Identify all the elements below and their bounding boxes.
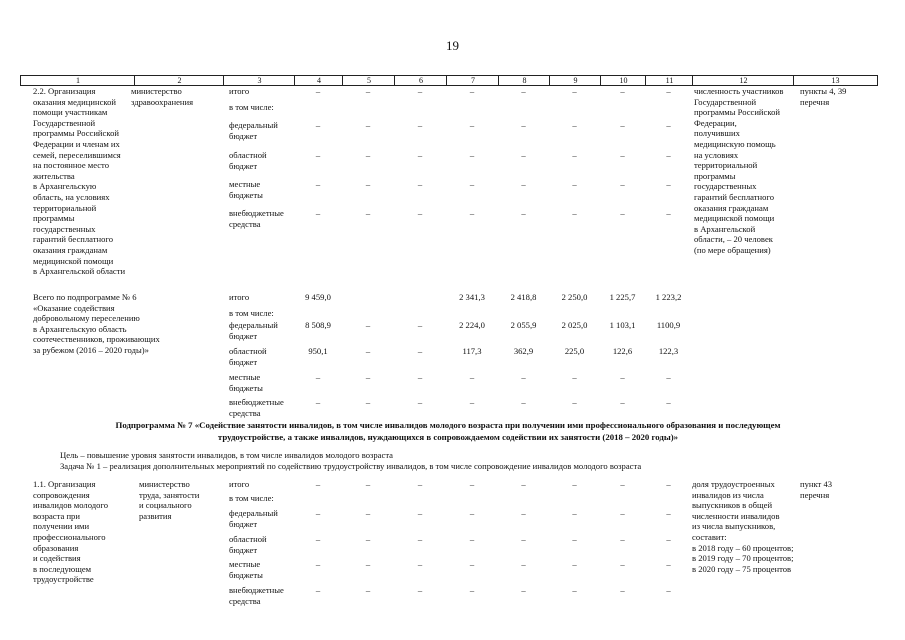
target-indicator: медицинской помощи bbox=[694, 213, 775, 224]
measure-name: помощи участникам bbox=[33, 107, 108, 118]
subprogram-total-name: за рубежом (2016 – 2020 годы)» bbox=[33, 345, 149, 355]
budget-value: – bbox=[620, 372, 625, 382]
source-label: бюджет bbox=[229, 160, 258, 171]
target-indicator: медицинскую помощь bbox=[694, 139, 776, 149]
budget-value: – bbox=[572, 150, 577, 160]
budget-value: – bbox=[315, 508, 321, 518]
budget-value: – bbox=[315, 179, 321, 189]
goal-statement: Цель – повышение уровня занятости инвалидов, в том числе инвалидов молодого возраста bbox=[60, 450, 393, 460]
source-label: бюджет bbox=[229, 356, 258, 367]
budget-value: – bbox=[469, 534, 475, 544]
budget-value: – bbox=[620, 208, 625, 218]
executor: министерство bbox=[139, 479, 190, 489]
source-label: средства bbox=[229, 407, 261, 418]
budget-value: – bbox=[365, 208, 371, 218]
measure-name: программы Российской bbox=[33, 128, 119, 139]
budget-value: – bbox=[620, 479, 625, 489]
budget-value: – bbox=[572, 508, 577, 518]
budget-value: – bbox=[365, 479, 371, 489]
budget-value: – bbox=[315, 479, 321, 489]
measure-name: сопровождения bbox=[33, 489, 90, 500]
budget-value: – bbox=[365, 508, 371, 518]
budget-value: – bbox=[365, 346, 371, 356]
target-indicator: (по мере обращения) bbox=[694, 245, 771, 255]
budget-value: 117,3 bbox=[462, 346, 482, 356]
task-statement: Задача № 1 – реализация дополнительных мероприятий по содействию трудоустройству инвалидов, в том числе сопровождение инвалидов молодого возраста bbox=[60, 461, 642, 471]
budget-value: – bbox=[521, 397, 526, 407]
budget-value: – bbox=[315, 585, 321, 595]
budget-value: 225,0 bbox=[564, 346, 585, 356]
budget-value: 2 418,8 bbox=[510, 292, 537, 302]
executor: здравоохранения bbox=[131, 96, 194, 107]
column-number-header bbox=[20, 75, 878, 86]
measure-name: на постоянное место bbox=[33, 160, 109, 171]
source-label: итого bbox=[229, 479, 250, 489]
budget-value: – bbox=[620, 120, 625, 130]
source-label: бюджет bbox=[229, 544, 258, 555]
target-indicator: государственных bbox=[694, 181, 757, 192]
subprogram-total-name: в Архангельскую область bbox=[33, 323, 127, 334]
budget-value: – bbox=[365, 150, 371, 160]
executor: министерство bbox=[131, 86, 182, 96]
source-label: средства bbox=[229, 218, 261, 229]
target-indicator: из числа выпускников, bbox=[692, 521, 776, 532]
list-reference: перечня bbox=[800, 96, 830, 107]
budget-value: – bbox=[469, 508, 475, 518]
budget-value: – bbox=[521, 508, 526, 518]
budget-value: – bbox=[365, 397, 371, 407]
column-number: 4 bbox=[317, 76, 321, 85]
column-number: 5 bbox=[367, 76, 371, 85]
measure-name: в Архангельскую bbox=[33, 181, 97, 192]
page-number: 19 bbox=[446, 38, 459, 53]
budget-value: – bbox=[620, 179, 625, 189]
source-label: федеральный bbox=[229, 120, 278, 130]
budget-value: – bbox=[620, 86, 625, 96]
column-number: 7 bbox=[471, 76, 475, 85]
budget-value: – bbox=[521, 559, 526, 569]
measure-name: 2.2. Организация bbox=[33, 86, 96, 96]
executor: и социального bbox=[139, 500, 192, 511]
source-label: бюджеты bbox=[229, 382, 263, 393]
budget-value: – bbox=[572, 86, 577, 96]
budget-value: – bbox=[315, 397, 321, 407]
measure-name: получении ими bbox=[33, 521, 90, 532]
budget-value: – bbox=[572, 179, 577, 189]
budget-value: – bbox=[620, 534, 625, 544]
budget-value: – bbox=[572, 585, 577, 595]
column-number: 9 bbox=[573, 76, 578, 85]
source-label: областной bbox=[229, 346, 267, 356]
source-label: внебюджетные bbox=[229, 397, 284, 407]
source-label: федеральный bbox=[229, 508, 278, 518]
target-indicator: Федерации, bbox=[694, 117, 737, 128]
budget-value: – bbox=[365, 534, 371, 544]
budget-value: – bbox=[315, 208, 321, 218]
budget-value: – bbox=[666, 120, 671, 130]
budget-value: – bbox=[521, 179, 526, 189]
budget-value: – bbox=[666, 559, 671, 569]
budget-value: – bbox=[521, 372, 526, 382]
measure-name: в последующем bbox=[33, 563, 92, 574]
budget-value: – bbox=[572, 372, 577, 382]
source-label: областной bbox=[229, 150, 267, 160]
measure-name: область, на условиях bbox=[33, 192, 110, 202]
subprogram-total-name: соотечественников, проживающих bbox=[33, 334, 160, 345]
source-label: внебюджетные bbox=[229, 208, 284, 218]
budget-value: – bbox=[521, 150, 526, 160]
budget-value: 9 459,0 bbox=[305, 292, 331, 302]
budget-value: – bbox=[417, 508, 423, 518]
budget-value: – bbox=[666, 397, 671, 407]
source-label: итого bbox=[229, 292, 250, 302]
source-label: областной bbox=[229, 534, 267, 544]
budget-value: – bbox=[620, 508, 625, 518]
budget-value: – bbox=[365, 179, 371, 189]
list-reference: пункты 4, 39 bbox=[800, 86, 847, 96]
budget-value: – bbox=[469, 208, 475, 218]
budget-value: – bbox=[315, 150, 321, 160]
budget-value: – bbox=[315, 120, 321, 130]
measure-name: Государственной bbox=[33, 117, 96, 128]
source-label: местные bbox=[229, 179, 261, 189]
target-indicator: программы bbox=[694, 170, 736, 181]
budget-value: – bbox=[417, 372, 423, 382]
budget-value: – bbox=[365, 120, 371, 130]
target-indicator: Государственной bbox=[694, 96, 757, 107]
measure-name: оказания медицинской bbox=[33, 96, 117, 107]
budget-value: 2 025,0 bbox=[561, 320, 588, 330]
measure-name: трудоустройстве bbox=[33, 574, 94, 585]
budget-value: – bbox=[521, 534, 526, 544]
budget-value: – bbox=[521, 208, 526, 218]
source-label: бюджет bbox=[229, 330, 258, 341]
target-indicator: в 2020 году – 75 процентов bbox=[692, 563, 792, 574]
measure-name: в Архангельской области bbox=[33, 266, 126, 277]
measure-name: государственных bbox=[33, 223, 96, 234]
budget-value: – bbox=[666, 372, 671, 382]
budget-value: – bbox=[417, 397, 423, 407]
budget-value: – bbox=[365, 559, 371, 569]
target-indicator: в 2019 году – 70 процентов; bbox=[692, 553, 794, 564]
budget-value: – bbox=[521, 86, 526, 96]
budget-value: – bbox=[417, 585, 423, 595]
measure-name: Федерации и членам их bbox=[33, 139, 120, 149]
budget-value: – bbox=[666, 179, 671, 189]
column-number: 2 bbox=[177, 76, 182, 85]
budget-value: – bbox=[572, 120, 577, 130]
budget-value: – bbox=[469, 86, 475, 96]
budget-value: – bbox=[315, 372, 321, 382]
measure-name: жительства bbox=[33, 170, 75, 181]
subprogram-total-name: «Оказание содействия bbox=[33, 302, 115, 313]
budget-value: – bbox=[469, 179, 475, 189]
executor: труда, занятости bbox=[139, 489, 200, 500]
budget-value: 122,3 bbox=[658, 346, 679, 356]
budget-value: – bbox=[469, 559, 475, 569]
budget-value: – bbox=[666, 208, 671, 218]
source-label: в том числе: bbox=[229, 102, 274, 112]
target-indicator: территориальной bbox=[694, 160, 758, 171]
target-indicator: области, – 20 человек bbox=[694, 234, 773, 245]
subprogram-title: Подпрограмма № 7 «Содействие занятости инвалидов, в том числе инвалидов молодого возраста при получении ими профессионального образования и последующем bbox=[115, 420, 781, 430]
budget-value: 362,9 bbox=[513, 346, 534, 356]
budget-value: – bbox=[365, 372, 371, 382]
budget-value: 8 508,9 bbox=[305, 320, 331, 330]
source-label: бюджеты bbox=[229, 569, 263, 580]
target-indicator: получивших bbox=[694, 128, 740, 139]
budget-value: 2 224,0 bbox=[459, 320, 485, 330]
budget-value: – bbox=[417, 534, 423, 544]
measure-name: возраста при bbox=[33, 510, 80, 521]
column-number: 1 bbox=[76, 76, 80, 85]
budget-value: – bbox=[417, 479, 423, 489]
column-number: 3 bbox=[257, 76, 262, 85]
budget-value: – bbox=[365, 86, 371, 96]
budget-value: – bbox=[417, 120, 423, 130]
budget-value: – bbox=[620, 150, 625, 160]
source-label: бюджет bbox=[229, 518, 258, 529]
measure-name: и содействия bbox=[33, 553, 81, 564]
list-reference: пункт 43 bbox=[800, 479, 833, 489]
measure-name: медицинской помощи bbox=[33, 255, 114, 266]
budget-value: – bbox=[666, 585, 671, 595]
budget-value: – bbox=[469, 397, 475, 407]
subprogram-total-name: добровольному переселению bbox=[33, 313, 140, 324]
budget-value: 2 341,3 bbox=[459, 292, 485, 302]
budget-value: – bbox=[315, 559, 321, 569]
target-indicator: выпускников в общей bbox=[692, 500, 773, 511]
budget-value: – bbox=[572, 534, 577, 544]
measure-name: гарантий бесплатного bbox=[33, 234, 113, 245]
list-reference: перечня bbox=[800, 489, 830, 500]
budget-value: – bbox=[417, 86, 423, 96]
measure-name: территориальной bbox=[33, 202, 97, 213]
budget-value: – bbox=[572, 397, 577, 407]
budget-value: 1 223,2 bbox=[655, 292, 682, 302]
target-indicator: гарантий бесплатного bbox=[694, 192, 774, 202]
budget-value: – bbox=[666, 508, 671, 518]
target-indicator: доля трудоустроенных bbox=[692, 479, 775, 489]
measure-name: 1.1. Организация bbox=[33, 479, 96, 489]
source-label: местные bbox=[229, 559, 261, 569]
column-number: 11 bbox=[665, 76, 674, 85]
budget-value: 1 225,7 bbox=[609, 292, 636, 302]
budget-value: 1100,9 bbox=[656, 320, 681, 330]
budget-value: – bbox=[521, 479, 526, 489]
target-indicator: численность участников bbox=[694, 86, 784, 96]
budget-value: 2 250,0 bbox=[561, 292, 588, 302]
subprogram-title: трудоустройстве, а также инвалидов, нуждающихся в сопровождаемом содействии их занятости (2018 – 2020 годы)» bbox=[217, 431, 679, 442]
budget-value: – bbox=[417, 346, 423, 356]
budget-value: – bbox=[666, 534, 671, 544]
budget-value: – bbox=[666, 86, 671, 96]
target-indicator: оказания гражданам bbox=[694, 202, 769, 213]
target-indicator: составит: bbox=[692, 532, 727, 542]
budget-value: – bbox=[417, 559, 423, 569]
budget-value: – bbox=[469, 372, 475, 382]
budget-value: – bbox=[521, 585, 526, 595]
budget-value: – bbox=[521, 120, 526, 130]
source-label: в том числе: bbox=[229, 493, 274, 503]
target-indicator: в Архангельской bbox=[694, 223, 756, 234]
budget-value: – bbox=[620, 559, 625, 569]
executor: развития bbox=[139, 510, 172, 521]
source-label: итого bbox=[229, 86, 250, 96]
column-number: 6 bbox=[419, 76, 423, 85]
budget-value: – bbox=[469, 150, 475, 160]
measure-name: профессионального bbox=[33, 532, 106, 542]
budget-value: – bbox=[572, 208, 577, 218]
target-indicator: численности инвалидов bbox=[692, 510, 780, 521]
budget-value: – bbox=[572, 559, 577, 569]
budget-value: – bbox=[666, 479, 671, 489]
budget-value: – bbox=[417, 320, 423, 330]
budget-value: – bbox=[315, 534, 321, 544]
budget-value: – bbox=[666, 150, 671, 160]
budget-value: 1 103,1 bbox=[609, 320, 636, 330]
source-label: внебюджетные bbox=[229, 585, 284, 595]
budget-value: – bbox=[417, 179, 423, 189]
budget-value: – bbox=[620, 397, 625, 407]
budget-value: – bbox=[417, 208, 423, 218]
budget-value: – bbox=[365, 320, 371, 330]
source-label: в том числе: bbox=[229, 308, 274, 318]
budget-value: – bbox=[365, 585, 371, 595]
column-number: 8 bbox=[522, 76, 527, 85]
target-indicator: программы Российской bbox=[694, 107, 780, 118]
source-label: бюджеты bbox=[229, 189, 263, 200]
budget-value: 122,6 bbox=[612, 346, 633, 356]
column-number: 12 bbox=[739, 76, 748, 85]
budget-value: – bbox=[469, 120, 475, 130]
budget-value: – bbox=[417, 150, 423, 160]
measure-name: оказания гражданам bbox=[33, 245, 108, 255]
column-number: 10 bbox=[619, 76, 628, 85]
measure-name: семей, переселившимся bbox=[33, 149, 121, 160]
budget-value: 2 055,9 bbox=[510, 320, 537, 330]
budget-value: 950,1 bbox=[308, 346, 328, 356]
measure-name: инвалидов молодого bbox=[33, 500, 109, 511]
target-indicator: на условиях bbox=[694, 149, 739, 160]
budget-value: – bbox=[315, 86, 321, 96]
subprogram-total-name: Всего по подпрограмме № 6 bbox=[33, 292, 137, 302]
source-label: федеральный bbox=[229, 320, 278, 330]
measure-name: образования bbox=[33, 542, 79, 553]
source-label: местные bbox=[229, 372, 261, 382]
budget-value: – bbox=[469, 479, 475, 489]
budget-value: – bbox=[572, 479, 577, 489]
source-label: средства bbox=[229, 595, 261, 606]
target-indicator: в 2018 году – 60 процентов; bbox=[692, 542, 794, 553]
measure-name: программы bbox=[33, 213, 75, 224]
source-label: бюджет bbox=[229, 130, 258, 141]
budget-value: – bbox=[469, 585, 475, 595]
budget-value: – bbox=[620, 585, 625, 595]
target-indicator: инвалидов из числа bbox=[692, 489, 764, 500]
column-number: 13 bbox=[831, 76, 840, 85]
